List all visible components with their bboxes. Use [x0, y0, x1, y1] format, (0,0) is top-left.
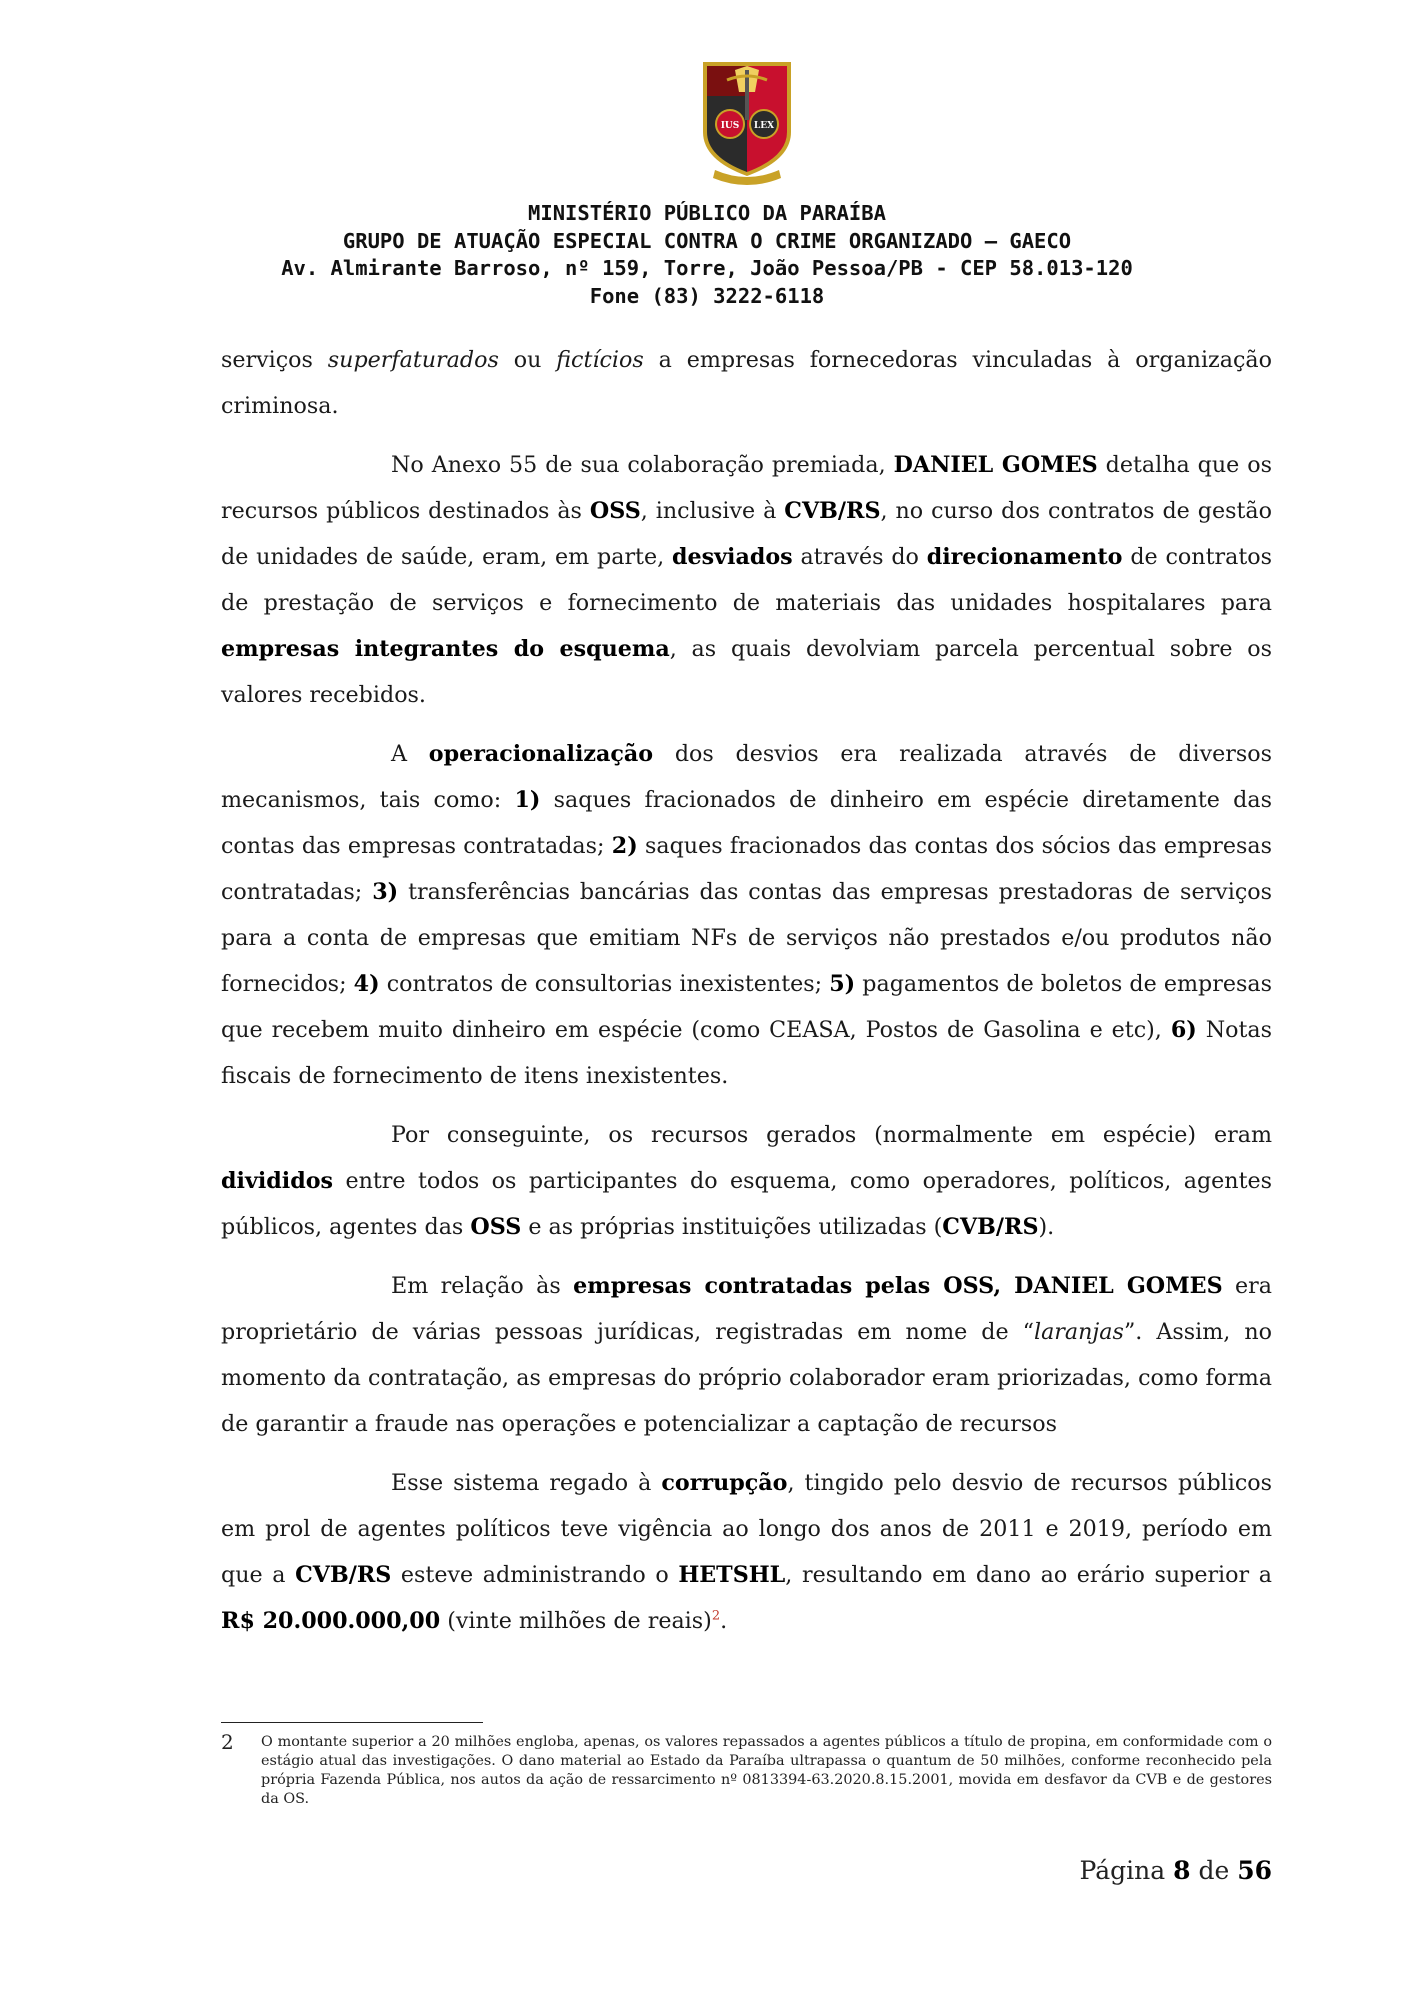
institution-header — [0, 200, 1414, 310]
page-number: Página 8 de 56 — [1079, 1856, 1272, 1885]
svg-text:LEX: LEX — [753, 121, 775, 131]
total-pages: 56 — [1237, 1856, 1272, 1885]
current-page: 8 — [1173, 1856, 1191, 1885]
footnote-text: O montante superior a 20 milhões engloba, apenas, os valores repassados a agentes públicos a título de propina, em conformidade com o estágio atual das investigações. O dano material ao Estado da Paraíba ultrapassa o quantum de 50 milhões, conforme reconhecido pela própria Fazenda Pública, nos autos da ação de ressarcimento nº 0813394-63.2020.8.15.2001, movida em desfavor da CVB e de gestores da OS. — [261, 1734, 1272, 1807]
mppb-crest-logo — [697, 58, 797, 193]
footnote-reference[interactable]: 2 — [711, 1608, 721, 1624]
header-group-name: GRUPO DE ATUAÇÃO ESPECIAL CONTRA O CRIME ORGANIZADO – GAECO — [342, 228, 1072, 253]
header-phone: Fone (83) 3222-6118 — [589, 283, 825, 308]
footnote-number: 2 — [221, 1730, 234, 1754]
paragraph-4: Por conseguinte, os recursos gerados (normalmente em espécie) eram divididos entre todos os participantes do esquema, como operadores, políticos, agentes públicos, agentes das OSS e as próprias instituições utilizadas (CVB/RS). — [221, 1122, 1272, 1240]
paragraph-5: Em relação às empresas contratadas pelas OSS, DANIEL GOMES era proprietário de várias pessoas jurídicas, registradas em nome de “laranjas”. Assim, no momento da contratação, as empresas do próprio colaborador eram priorizadas, como forma de garantir a fraude nas operações e potencializar a captação de recursos — [221, 1273, 1272, 1437]
footnote — [221, 1730, 1272, 1809]
svg-text:IUS: IUS — [720, 121, 740, 131]
header-institution-name: MINISTÉRIO PÚBLICO DA PARAÍBA — [528, 201, 886, 225]
paragraph-6: Esse sistema regado à corrupção, tingido pelo desvio de recursos públicos em prol de agentes políticos teve vigência ao longo dos anos de 2011 e 2019, período em que a CVB/RS esteve administrando o HETSHL, resultando em dano ao erário superior a R$ 20.000.000,00 (vinte milhões de reais)$^2$. — [221, 1470, 1273, 1634]
paragraph-1: serviços superfaturados ou fictícios a empresas fornecedoras vinculadas à organização criminosa. — [221, 347, 1272, 419]
document-body — [221, 337, 1272, 1657]
header-address: Av. Almirante Barroso, nº 159, Torre, João Pessoa/PB - CEP 58.013-120 — [281, 256, 1133, 280]
paragraph-2: No Anexo 55 de sua colaboração premiada, DANIEL GOMES detalha que os recursos públicos destinados às OSS, inclusive à CVB/RS, no curso dos contratos de gestão de unidades de saúde, eram, em parte, desviados através do direcionamento de contratos de prestação de serviços e fornecimento de materiais das unidades hospitalares para empresas integrantes do esquema, as quais devolviam parcela percentual sobre os valores recebidos. — [221, 452, 1273, 708]
paragraph-3: A operacionalização dos desvios era realizada através de diversos mecanismos, tais como: 1) saques fracionados de dinheiro em espécie diretamente das contas das empresas contratadas; 2) saques fracionados das contas dos sócios das empresas contratadas; 3) transferências bancárias das contas das empresas prestadoras de serviços para a conta de empresas que emitiam NFs de serviços não prestados e/ou produtos não fornecidos; 4) contratos de consultorias inexistentes; 5) pagamentos de boletos de empresas que recebem muito dinheiro em espécie (como CEASA, Postos de Gasolina e etc), 6) Notas fiscais de fornecimento de itens inexistentes. — [221, 741, 1272, 1089]
footnote-separator — [221, 1722, 483, 1723]
